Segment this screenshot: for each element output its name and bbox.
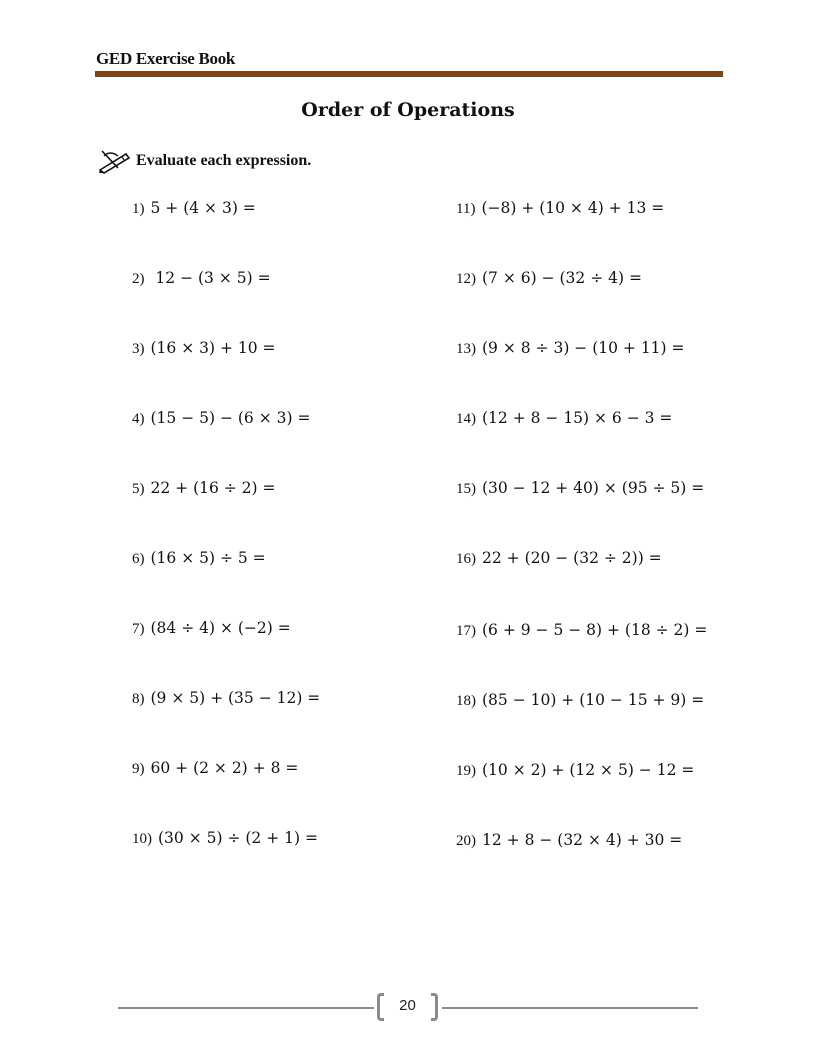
problem-number: 7) (132, 621, 145, 637)
problem-number: 20) (456, 833, 476, 849)
problem-number: 4) (132, 411, 145, 427)
problem-expression: (7 × 6) − (32 ÷ 4) = (482, 269, 642, 287)
problem-expression: (30 − 12 + 40) × (95 ÷ 5) = (482, 479, 705, 497)
problem-expression: (84 ÷ 4) × (−2) = (150, 619, 291, 637)
problem-expression: (30 × 5) ÷ (2 + 1) = (158, 829, 318, 847)
problem-expression: 12 + 8 − (32 × 4) + 30 = (482, 831, 683, 849)
page-number-bracket-right (431, 993, 438, 1021)
problem-expression: (−8) + (10 × 4) + 13 = (481, 199, 665, 217)
problem-4 (132, 408, 310, 428)
problem-expression: 12 − (3 × 5) = (150, 269, 271, 287)
problem-15 (456, 478, 704, 498)
problem-19 (456, 760, 694, 780)
problem-number: 14) (456, 411, 476, 427)
problem-expression: (15 − 5) − (6 × 3) = (150, 409, 311, 427)
problem-expression: (85 − 10) + (10 − 15 + 9) = (482, 691, 705, 709)
problem-17 (456, 620, 707, 640)
instruction-text: Evaluate each expression. (136, 152, 312, 169)
problem-expression: 5 + (4 × 3) = (150, 199, 256, 217)
problem-number: 15) (456, 481, 476, 497)
problem-expression: (6 + 9 − 5 − 8) + (18 ÷ 2) = (482, 621, 708, 639)
problem-number: 13) (456, 341, 476, 357)
problem-14 (456, 408, 672, 428)
problem-number: 1) (132, 201, 145, 217)
problem-7 (132, 618, 291, 638)
problem-10 (132, 828, 318, 848)
problem-number: 5) (132, 481, 145, 497)
instruction (98, 148, 311, 174)
footer-rule-left (118, 1007, 374, 1009)
problem-number: 6) (132, 551, 145, 567)
header-rule (95, 71, 723, 77)
pencil-icon (98, 148, 132, 174)
problem-16 (456, 548, 662, 568)
problem-expression: 22 + (20 − (32 ÷ 2)) = (482, 549, 662, 567)
problem-expression: (10 × 2) + (12 × 5) − 12 = (482, 761, 695, 779)
problem-20 (456, 830, 682, 850)
problem-3 (132, 338, 276, 358)
problem-18 (456, 690, 704, 710)
problem-8 (132, 688, 320, 708)
problem-expression: 60 + (2 × 2) + 8 = (150, 759, 299, 777)
footer-rule-right (442, 1007, 698, 1009)
problem-expression: (9 × 5) + (35 − 12) = (150, 689, 321, 707)
problem-expression: (9 × 8 ÷ 3) − (10 + 11) = (482, 339, 685, 357)
problem-number: 10) (132, 831, 152, 847)
problem-number: 9) (132, 761, 145, 777)
problem-expression: (16 × 3) + 10 = (150, 339, 276, 357)
problem-expression: (16 × 5) ÷ 5 = (150, 549, 266, 567)
problem-number: 8) (132, 691, 145, 707)
problem-6 (132, 548, 266, 568)
problem-13 (456, 338, 685, 358)
page-number-bracket-left (377, 993, 384, 1021)
problem-expression: 22 + (16 ÷ 2) = (150, 479, 276, 497)
problem-expression: (12 + 8 − 15) × 6 − 3 = (482, 409, 673, 427)
problem-9 (132, 758, 298, 778)
problem-5 (132, 478, 276, 498)
problem-2 (132, 268, 271, 288)
problem-number: 11) (456, 201, 476, 217)
page-title: Order of Operations (301, 99, 515, 121)
problem-11 (456, 198, 664, 218)
book-title: GED Exercise Book (96, 49, 236, 68)
problem-number: 2) (132, 271, 145, 287)
problem-number: 19) (456, 763, 476, 779)
page-number: 20 (399, 997, 416, 1014)
problem-1 (132, 198, 256, 218)
problem-number: 16) (456, 551, 476, 567)
problem-number: 18) (456, 693, 476, 709)
problem-number: 12) (456, 271, 476, 287)
problem-number: 3) (132, 341, 145, 357)
problem-number: 17) (456, 623, 476, 639)
problem-12 (456, 268, 642, 288)
